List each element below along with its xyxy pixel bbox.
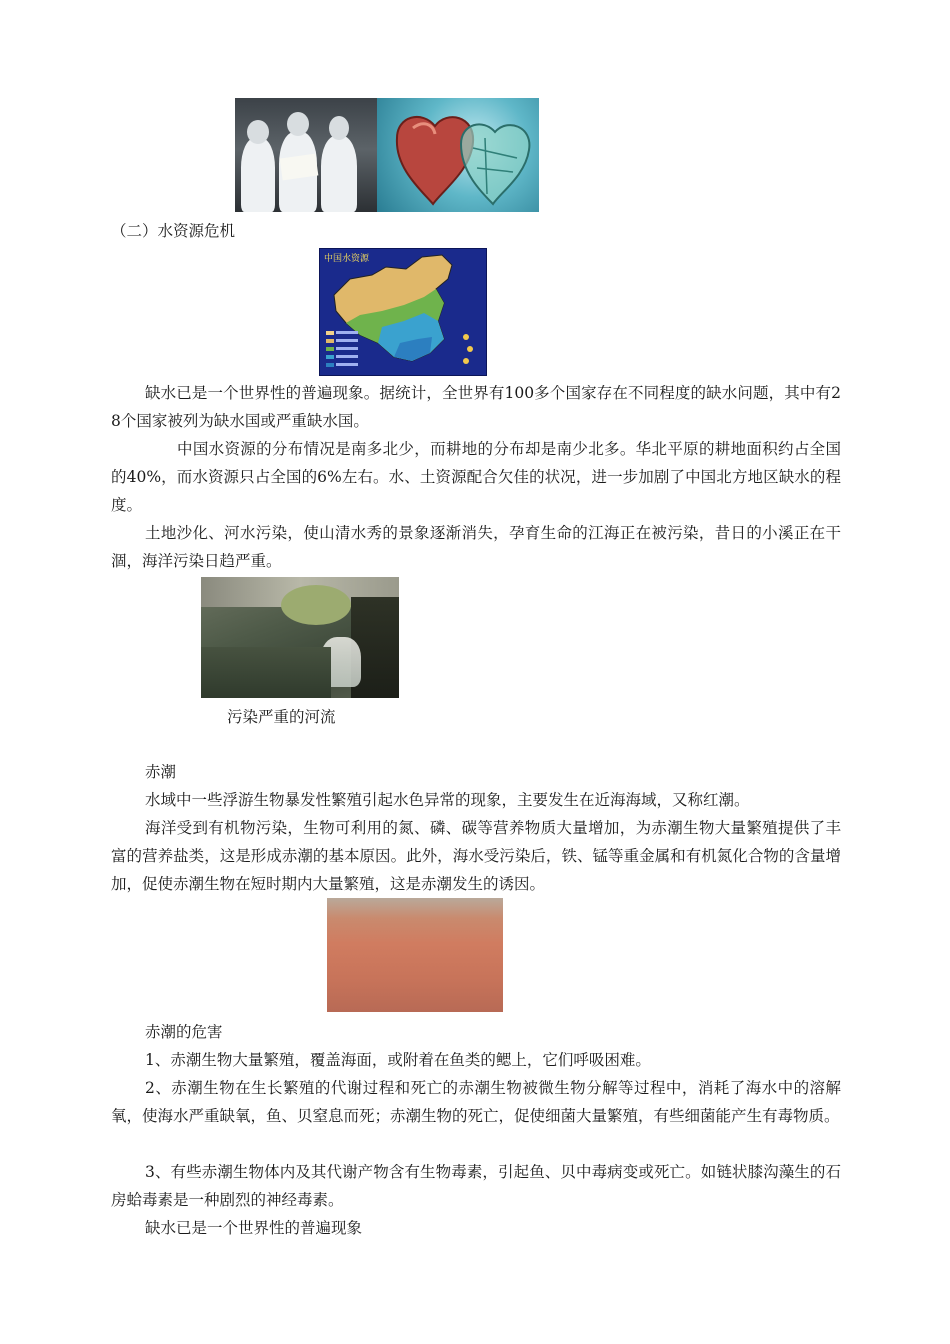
harm-item-2: 2、赤潮生物在生长繁殖的代谢过程和死亡的赤潮生物被微生物分解等过程中，消耗了海水中的溶解氧，使海水严重缺氧，鱼、贝窒息而死；赤潮生物的死亡，促使细菌大量繁殖，有些细菌能产生有毒物质。 — [111, 1079, 841, 1125]
polluted-river-photo — [201, 577, 399, 698]
figure-head — [247, 120, 269, 144]
paragraph-red-tide-cause: 海洋受到有机物污染，生物可利用的氮、磷、碳等营养物质大量增加，为赤潮生物大量繁殖提供了丰富的营养盐类，这是形成赤潮的基本原因。此外，海水受污染后，铁、锰等重金属和有机氮化合物的含量增加，促使赤潮生物在短时期内大量繁殖，这是赤潮发生的诱因。 — [111, 819, 841, 893]
figure-head — [329, 116, 349, 140]
china-water-resource-map — [319, 248, 487, 376]
section-heading: （二）水资源危机 — [111, 222, 236, 240]
paragraph-red-tide-def: 水域中一些浮游生物暴发性繁殖引起水色异常的现象，主要发生在近海海域，又称红潮。 — [145, 791, 750, 809]
paragraph-closing: 缺水已是一个世界性的普遍现象 — [145, 1219, 363, 1237]
harm-item-3: 3、有些赤潮生物体内及其代谢产物含有生物毒素，引起鱼、贝中毒病变或死亡。如链状膝沟藻生的石房蛤毒素是一种剧烈的神经毒素。 — [111, 1163, 841, 1209]
figure-shape — [321, 136, 357, 212]
map-graphic — [320, 249, 486, 375]
hearts-graphic — [377, 98, 539, 212]
figure-head — [287, 112, 309, 136]
river-caption: 污染严重的河流 — [227, 708, 336, 726]
paragraph-water-shortage: 缺水已是一个世界性的普遍现象。据统计，全世界有100多个国家存在不同程度的缺水问题，其中有28个国家被列为缺水国或严重缺水国。 — [111, 384, 841, 430]
paragraph-china-water: 中国水资源的分布情况是南多北少，而耕地的分布却是南少北多。华北平原的耕地面积约占全国的40%，而水资源只占全国的6%左右。水、土资源配合欠佳的状况，进一步加剧了中国北方地区缺水的程度。 — [111, 440, 841, 514]
foam-patch — [281, 585, 351, 625]
harm-title: 赤潮的危害 — [145, 1023, 223, 1041]
red-tide-photo — [327, 898, 503, 1012]
map-title: 中国水资源 — [324, 254, 370, 264]
harm-item-1: 1、赤潮生物大量繁殖，覆盖海面，或附着在鱼类的鳃上，它们呼吸困难。 — [145, 1051, 651, 1069]
dark-water — [201, 647, 331, 698]
red-tide-title: 赤潮 — [145, 763, 177, 781]
paragraph-pollution: 土地沙化、河水污染，使山清水秀的景象逐渐消失，孕育生命的江海正在被污染，昔日的小溪正在干涸，海洋污染日趋严重。 — [111, 524, 841, 570]
figure-shape — [241, 138, 275, 212]
doctors-photo — [235, 98, 377, 212]
hearts-illustration — [377, 98, 539, 212]
